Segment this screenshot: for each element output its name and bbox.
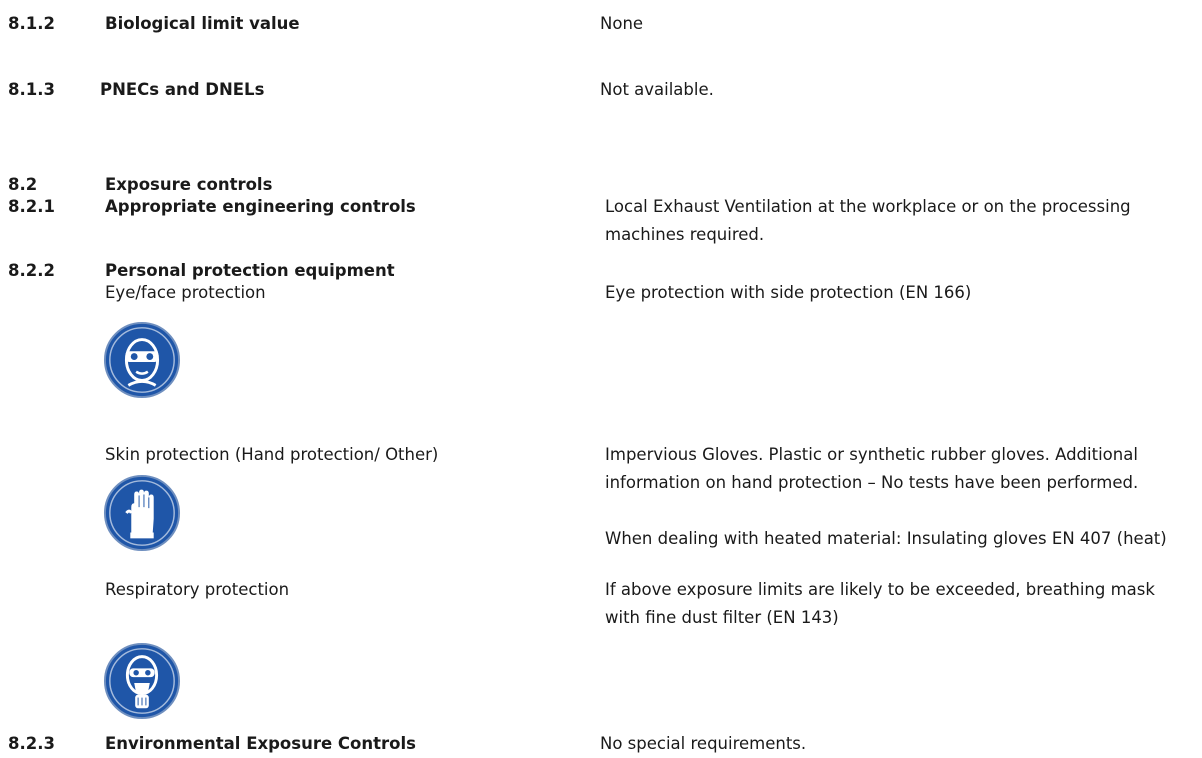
ppe-label-resp: Respiratory protection [105,580,290,599]
section-title: Biological limit value [105,14,300,33]
ppe-label-skin: Skin protection (Hand protection/ Other) [105,445,439,464]
ppe-value-resp: If above exposure limits are likely to be exceeded, breathing mask with fine dust filter (EN 143) [605,580,1155,627]
ppe-value-eye: Eye protection with side protection (EN 166) [605,283,972,302]
respiratory-protection-sign-icon [103,642,181,720]
section-number: 8.1.3 [8,80,55,99]
section-value: Not available. [600,80,714,99]
section-title: Exposure controls [105,175,273,194]
eye-protection-sign-icon [103,321,181,399]
ppe-value-skin: Impervious Gloves. Plastic or synthetic rubber gloves. Additional information on hand protection – No tests have been performed. [605,445,1139,492]
section-title: Appropriate engineering controls [105,197,416,216]
section-title: Personal protection equipment [105,261,395,280]
section-title: PNECs and DNELs [100,80,265,99]
ppe-label-eye: Eye/face protection [105,283,266,302]
section-value: No special requirements. [600,734,807,753]
section-number: 8.1.2 [8,14,55,33]
ppe-value-skin-heated: When dealing with heated material: Insulating gloves EN 407 (heat) [605,529,1167,548]
section-number: 8.2 [8,175,38,194]
section-number: 8.2.1 [8,197,55,216]
section-number: 8.2.3 [8,734,55,753]
hand-protection-sign-icon [103,474,181,552]
section-number: 8.2.2 [8,261,55,280]
section-value: Local Exhaust Ventilation at the workplace or on the processing machines required. [605,197,1131,244]
section-value: None [600,14,644,33]
section-title: Environmental Exposure Controls [105,734,416,753]
